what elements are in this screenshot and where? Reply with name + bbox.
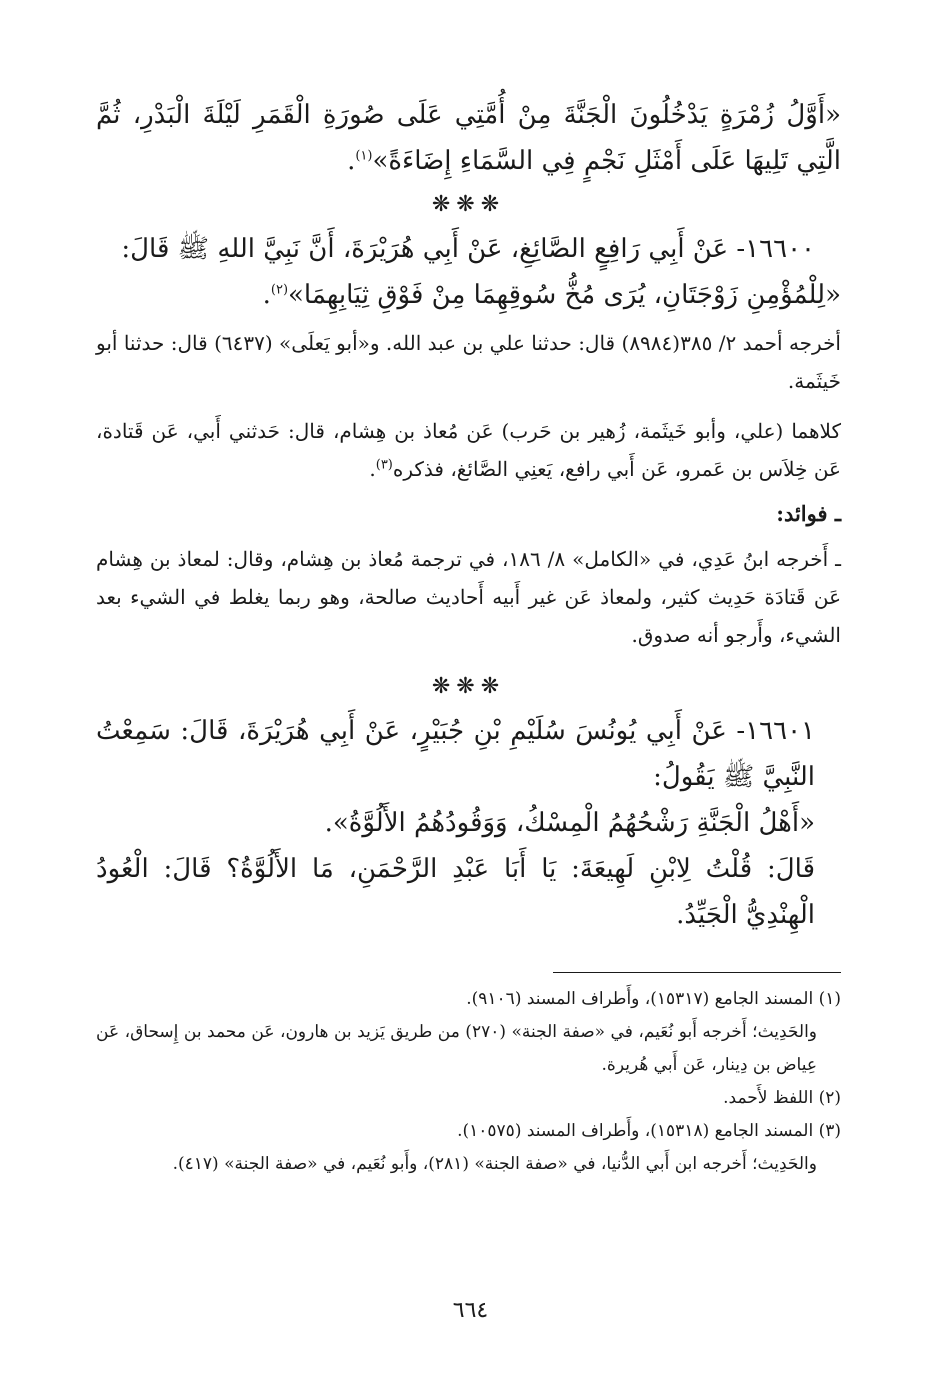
footnote-ref-3: (٣) bbox=[375, 457, 393, 473]
footnote-ref-2: (٢) bbox=[270, 282, 289, 298]
hadith-16600-quote bbox=[96, 272, 841, 318]
footnote-1-detail: والحَدِيث؛ أَخرجه أَبو نُعَيم، في «صفة الجنة» (٢٧٠) من طريق يَزيد بن هارون، عَن محمد بن إِسحاق، عَن عِياض بن دِينار، عَن أَبي هُريرة. bbox=[96, 1022, 818, 1075]
isnad-paragraph bbox=[96, 412, 841, 488]
footnote-3: (٣) المسند الجامع (١٥٣١٨)، وأَطراف المسند (١٠٥٧٥). bbox=[457, 1121, 841, 1141]
hadith-16600-quote-end: . bbox=[262, 280, 271, 310]
footnotes bbox=[96, 983, 841, 1181]
hadith-16601-question: قَالَ: قُلْتُ لِابْنِ لَهِيعَةَ: يَا أَبَا عَبْدِ الرَّحْمَنِ، مَا الأَلُوَّةُ؟ قَالَ: الْعُودُ الْهِنْدِيُّ الْجَيِّدُ. bbox=[96, 854, 815, 930]
page-content bbox=[96, 92, 841, 1181]
footnote-ref-1: (١) bbox=[355, 148, 373, 164]
takhrij-paragraph: أخرجه أحمد ٢/ ٣٨٥(٨٩٨٤) قال: حدثنا علي بن عبد الله. و«أبو يَعلَى» (٦٤٣٧) قال: حدثنا أبو خَيثَمة. bbox=[96, 331, 841, 393]
section-separator: ❋❋❋ bbox=[431, 192, 506, 217]
hadith-16601-chain: ١٦٦٠١- عَنْ أَبِي يُونُسَ سُلَيْمِ بْنِ جُبَيْرٍ، عَنْ أَبِي هُرَيْرَةَ، قَالَ: سَمِعْتُ النَّبِيَّ ﷺ يَقُولُ: bbox=[96, 716, 815, 792]
fawaid-heading: ـ فوائد: bbox=[776, 501, 841, 526]
intro-text: «أَوَّلُ زُمْرَةٍ يَدْخُلُونَ الْجَنَّةَ مِنْ أُمَّتِي عَلَى صُورَةِ الْقَمَرِ لَيْلَةَ الْبَدْرِ، ثُمَّ الَّتِي تَلِيهَا عَلَى أَمْثَلِ نَجْمٍ فِي السَّمَاءِ إِضَاءَةً» bbox=[96, 100, 841, 176]
footnote-3-detail: والحَدِيث؛ أَخرجه ابن أَبي الدُّنيا، في «صفة الجنة» (٢٨١)، وأَبو نُعَيم، في «صفة الجنة» (٤١٧). bbox=[172, 1154, 817, 1174]
section-separator: ❋❋❋ bbox=[431, 674, 506, 699]
isnad-text: كلاهما (علي، وأبو خَيثَمة، زُهير بن حَرب) عَن مُعاذ بن هِشام، قال: حَدثني أَبي، عَن قَتادة، عَن خِلاَس بن عَمرو، عَن أَبي رافع، يَعنِي الصَّائغ، فذكره bbox=[96, 419, 841, 481]
footnote-2: (٢) اللفظ لأَحمد. bbox=[723, 1088, 841, 1108]
intro-end: . bbox=[347, 146, 356, 176]
hadith-16601-quote: «أَهْلُ الْجَنَّةِ رَشْحُهُمُ الْمِسْكُ، وَوَقُودُهُمُ الأَلُوَّةُ». bbox=[324, 808, 815, 838]
footnote-divider bbox=[553, 972, 841, 973]
page-number: ٦٦٤ bbox=[452, 1298, 489, 1323]
isnad-end: . bbox=[369, 457, 376, 481]
hadith-16600-quote-text: «لِلْمُؤْمِنِ زَوْجَتَانِ، يُرَى مُخُّ سُوقِهِمَا مِنْ فَوْقِ ثِيَابِهِمَا» bbox=[288, 280, 841, 310]
fawaid-paragraph: ـ أَخرجه ابنُ عَدِي، في «الكامل» ٨/ ١٨٦، في ترجمة مُعاذ بن هِشام، وقال: لمعاذ بن هِشام عَن قَتادَة حَدِيث كثير، ولمعاذ عَن غير أَبيه أَحاديث صالحة، وهو ربما يغلط في الشيء بعد الشيء، وأَرجو أنه صدوق. bbox=[96, 547, 841, 647]
hadith-16600-chain: ١٦٦٠٠- عَنْ أَبِي رَافِعٍ الصَّائِغِ، عَنْ أَبِي هُرَيْرَةَ، أَنَّ نَبِيَّ اللهِ ﷺ قَالَ: bbox=[121, 234, 815, 264]
footnote-1: (١) المسند الجامع (١٥٣١٧)، وأَطراف المسند (٩١٠٦). bbox=[466, 989, 841, 1009]
intro-hadith-text bbox=[96, 92, 841, 184]
